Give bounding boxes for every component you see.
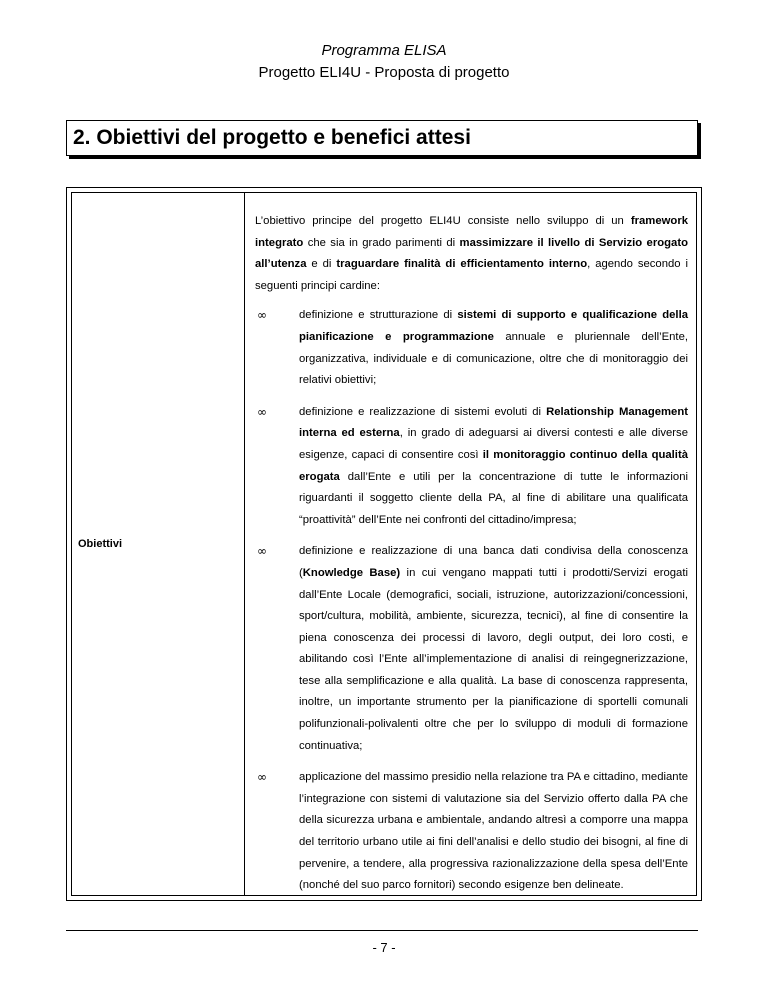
infinity-bullet-icon: ∞ <box>257 404 267 419</box>
text-segment: , in grado di adeguarsi ai diversi contesti e alle diverse esigenze, capaci di consentire così <box>299 427 688 461</box>
section-heading-box <box>66 120 698 156</box>
objectives-table <box>66 187 702 901</box>
text-segment: L’obiettivo principe del progetto ELI4U consiste nello sviluppo di un <box>255 215 631 227</box>
bold-text-segment: traguardare finalità di efficientamento interno <box>336 258 588 271</box>
text-segment: definizione e strutturazione di <box>299 309 458 322</box>
infinity-bullet-icon: ∞ <box>257 544 267 559</box>
text-segment: annuale e pluriennale dell’Ente, organizzativa, individuale e di comunicazione, oltre che di monitoraggio dei relativi obiettivi; <box>299 330 688 387</box>
bold-text-segment: Knowledge Base) <box>302 566 401 579</box>
objectives-bullet-list <box>255 305 688 896</box>
list-item-text <box>299 305 688 391</box>
text-segment: dall’Ente e utili per la concentrazione di tutte le informazioni riguardanti il soggetto cliente della PA, al fine di abilitare una qualificata “proattività” dell’Ente nei confronti del cittadino/impresa; <box>299 470 688 526</box>
bold-text-segment: massimizzare il livello di Servizio erogato all’utenza <box>255 236 688 271</box>
list-item-text <box>299 402 688 532</box>
page-header <box>0 40 768 84</box>
project-title: Progetto ELI4U - Proposta di progetto <box>258 64 510 81</box>
program-title: Programma ELISA <box>321 42 447 59</box>
objectives-table-inner <box>71 192 697 896</box>
bold-text-segment: sistemi di supporto e qualificazione della pianificazione e programmazione <box>299 309 688 343</box>
objectives-content-cell <box>245 193 696 895</box>
list-item-text <box>299 767 688 897</box>
footer-divider <box>66 930 698 931</box>
list-item-text <box>299 541 688 757</box>
infinity-bullet-icon: ∞ <box>257 308 267 323</box>
text-segment: in cui vengano mappati tutti i prodotti/Servizi erogati dall’Ente Locale (demografici, sociali, istruzione, autorizzazioni/concessioni, sport/cultura, mobilità, ambiente, sicurezza, tecnici), al fine di consentire la piena conoscenza dei processi di lavoro, degli output, dei loro costi, e abilitando così l’Ente all’implementazione di analisi di reingegnerizzazione, tese alla semplificazione e alla qualità. La base di conoscenza rappresenta, inoltre, un importante strumento per la pianificazione di sportelli comunali polifunzionali-polivalenti oltre che per lo sviluppo di moduli di formazione continuativa; <box>299 566 688 752</box>
text-segment: , agendo secondo i seguenti principi cardine: <box>255 258 688 292</box>
objectives-intro <box>255 211 688 297</box>
infinity-bullet-icon: ∞ <box>257 770 267 785</box>
list-item <box>255 305 688 391</box>
text-segment: e di <box>306 258 337 271</box>
objectives-label: Obiettivi <box>78 538 123 550</box>
page-number: - 7 - <box>372 940 396 955</box>
text-segment: applicazione del massimo presidio nella relazione tra PA e cittadino, mediante l’integrazione con sistemi di valutazione sia del Servizio offerto dalla PA che della sicurezza urbana e ambientale, andando altresì a comporre una mappa del territorio urbano utile ai fini dell’analisi e dello studio dei bisogni, al fine di pervenire, a tendere, alla progressiva razionalizzazione della spesa dell’Ente (nonché del suo parco fornitori) secondo esigenze ben delineate. <box>299 771 688 892</box>
bold-text-segment: Relationship Management interna ed esterna <box>299 405 688 440</box>
list-item <box>255 402 688 532</box>
list-item <box>255 767 688 897</box>
bold-text-segment: framework integrato <box>255 215 688 249</box>
text-segment: definizione e realizzazione di una banca dati condivisa della conoscenza ( <box>299 545 688 579</box>
bold-text-segment: il monitoraggio continuo della qualità erogata <box>299 448 688 483</box>
list-item <box>255 541 688 757</box>
text-segment: che sia in grado parimenti di <box>303 236 460 249</box>
objectives-label-cell <box>72 193 245 895</box>
text-segment: definizione e realizzazione di sistemi evoluti di <box>299 405 547 418</box>
section-title: 2. Obiettivi del progetto e benefici attesi <box>73 126 471 149</box>
